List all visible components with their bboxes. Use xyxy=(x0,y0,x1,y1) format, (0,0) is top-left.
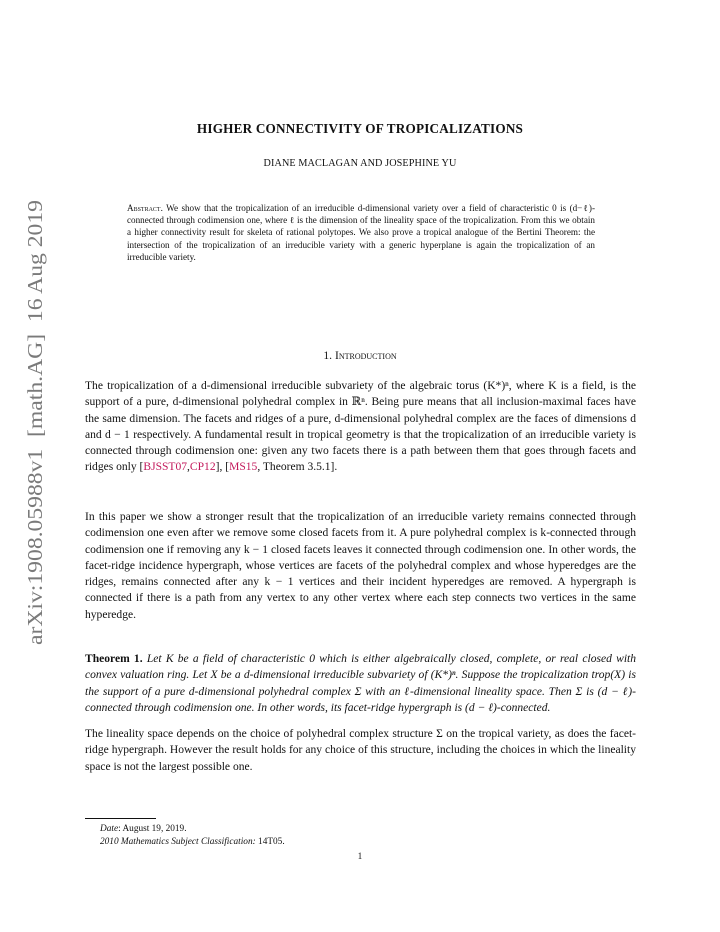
paragraph-text: The tropicalization of a d-dimensional irreducible subvariety of the algebraic torus (K*)ⁿ, where K is a field, is the support of a pure, d-dimensional polyhedral complex in ℝⁿ. Being pure means that all inclusion-maximal faces have the same dimension. The facets and ridges of a pure, d-dimensional polyhedral complex are the faces of dimensions d and d − 1 respectively. A fundamental result in tropical geometry is that the tropicalization of an irreducible variety is connected through codimension one: given any two facets there is a path between them that goes through facets and ridges only xyxy=(85,380,636,474)
section-number: 1. xyxy=(323,349,333,362)
citation-link[interactable]: MS15 xyxy=(229,461,258,474)
citation-link[interactable]: BJSST07 xyxy=(143,461,188,474)
introduction-paragraph-2 xyxy=(85,509,636,623)
citation-suffix: , Theorem 3.5.1]. xyxy=(257,461,338,474)
introduction-paragraph-1: The tropicalization of a d-dimensional irreducible subvariety of the algebraic torus (K*)ⁿ, where K is a field, is the support of a pure, d-dimensional polyhedral complex in ℝⁿ. Being pure means that all inclusion-maximal faces have the same dimension. The facets and ridges of a pure, d-dimensional polyhedral complex are the faces of dimensions d and d − 1 respectively. A fundamental result in tropical geometry is that the tropicalization of an irreducible variety is connected through codimension one: given any two facets there is a path between them that goes through facets and ridges only [BJSST07,CP12], [MS15, Theorem 3.5.1]. xyxy=(85,380,636,474)
page-number: 1 xyxy=(357,852,363,862)
date-label: Date xyxy=(100,824,119,834)
theorem-label: Theorem 1. xyxy=(85,653,143,665)
arxiv-stamp-text: arXiv:1908.05988v1 [math.AG] 16 Aug 2019 xyxy=(23,249,47,645)
section-title: Introduction xyxy=(334,349,397,362)
msc-value: 14T05. xyxy=(255,837,285,848)
abstract-label: Abstract. xyxy=(127,203,163,213)
paragraph-text: The lineality space depends on the choice of polyhedral complex structure Σ on the tropical variety, as does the facet-ridge hypergraph. However the result holds for any choice of this structure, including the choices in which the lineality space is not the largest possible one. xyxy=(85,728,636,773)
footnote-msc xyxy=(100,836,285,849)
citation-link[interactable]: CP12 xyxy=(189,461,216,474)
footnote-date xyxy=(100,823,285,836)
introduction-paragraph-3 xyxy=(85,726,636,775)
theorem-statement: Let K be a field of characteristic 0 which is either algebraically closed, complete, or real closed with convex valuation ring. Let X be a d-dimensional irreducible subvariety of (K*)ⁿ. Suppose the tropicalization trop(X) is the support of a pure d-dimensional polyhedral complex Σ with an ℓ-dimensional lineality space. Then Σ is (d − ℓ)-connected through codimension one. In other words, its facet-ridge hypergraph is (d − ℓ)-connected. xyxy=(85,653,637,714)
msc-label: 2010 Mathematics Subject Classification: xyxy=(100,837,256,848)
arxiv-identifier-stamp xyxy=(18,200,50,645)
paper-title: HIGHER CONNECTIVITY OF TROPICALIZATIONS xyxy=(196,121,524,136)
theorem-1 xyxy=(85,651,636,716)
date-value: : August 19, 2019. xyxy=(118,824,187,834)
section-heading xyxy=(0,349,720,362)
abstract xyxy=(127,202,595,263)
paper-authors: DIANE MACLAGAN AND JOSEPHINE YU xyxy=(263,158,457,169)
abstract-text: We show that the tropicalization of an irreducible d-dimensional variety over a field of characteristic 0 is (d−ℓ)-connected through codimension one, where ℓ is the dimension of the lineality space of the tropicalization. From this we obtain a higher connectivity result for skeleta of rational polytopes. We also prove a tropical analogue of the Bertini Theorem: the intersection of the tropicalization of an irreducible variety with a generic hyperplane is again the tropicalization of an irreducible variety. xyxy=(127,203,595,262)
footnotes xyxy=(100,823,285,850)
footnote-divider xyxy=(85,818,156,819)
paragraph-text: In this paper we show a stronger result that the tropicalization of an irreducible variety remains connected through codimension one even after we remove some closed facets from it. A pure polyhedral complex is k-connected through codimension one if removing any k − 1 closed facets leaves it connected through codimension one. In other words, the facet-ridge incidence hypergraph, whose vertices are facets of the polyhedral complex and whose hyperedges are the ridges, remains connected after any k − 1 vertices and their incident hyperedges are removed. A hypergraph is connected if there is a path from any vertex to any other vertex where each step connects two vertices in the same hyperedge. xyxy=(85,511,636,621)
